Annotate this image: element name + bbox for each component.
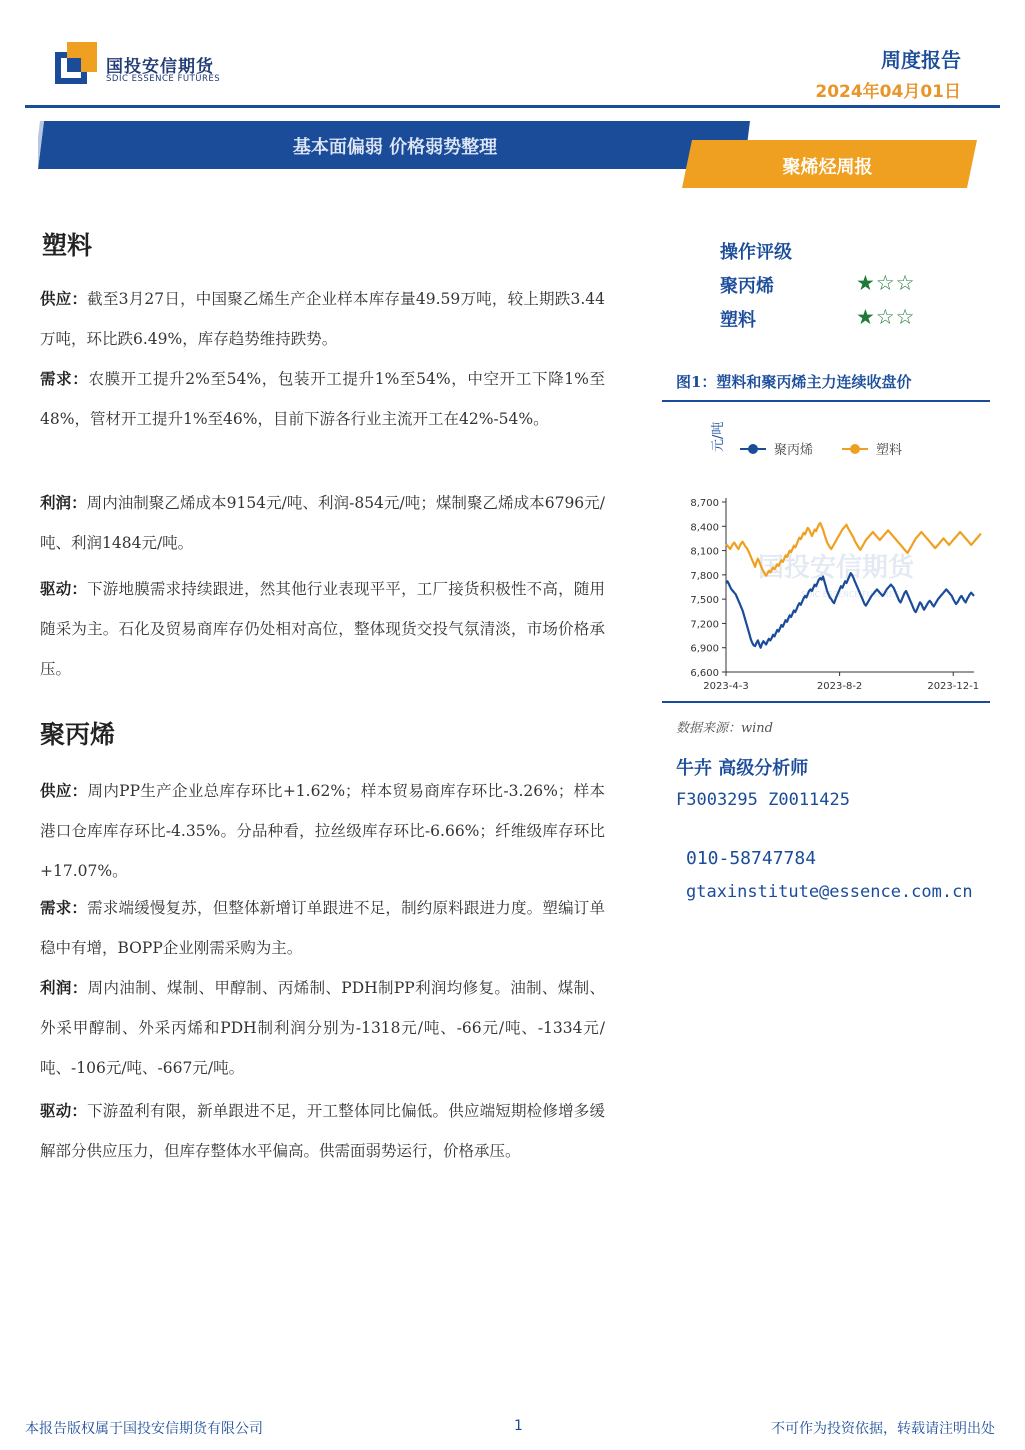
legend-label-0: 聚丙烯 (774, 443, 814, 458)
y-tick-label: 7,800 (690, 570, 719, 582)
chart-watermark-cn: 国投安信期货 (757, 553, 915, 583)
analyst-ids: F3003295 Z0011425 (676, 790, 850, 810)
figure-rule-bottom (662, 701, 990, 703)
chart-watermark-en: SDIC ESSENCE FUTURES (800, 590, 900, 599)
x-tick-label: 2023-12-1 (927, 681, 980, 692)
section-title-pp: 聚丙烯 (40, 720, 116, 749)
plastic-demand: 需求：农膜开工提升2%至54%，包装开工提升1%至54%，中空开工下降1%至48%，管材开工提升1%至46%，目前下游各行业主流开工在42%-54%。 (40, 369, 605, 428)
banner-subtitle: 聚烯烃周报 (782, 157, 873, 178)
plastic-driver: 驱动：下游地膜需求持续跟进，然其他行业表现平平，工厂接货积极性不高，随用随采为主。石化及贸易商库存仍处相对高位，整体现货交投气氛清淡，市场价格承压。 (40, 579, 605, 678)
section-title-plastic: 塑料 (42, 231, 93, 260)
y-tick-label: 8,400 (690, 522, 719, 534)
y-tick-label: 6,900 (690, 643, 719, 655)
report-date: 2024年04月01日 (815, 82, 961, 102)
logo-text-en: SDIC ESSENCE FUTURES (106, 74, 221, 84)
y-tick-label: 6,600 (690, 668, 719, 679)
data-source: 数据来源：wind (676, 721, 773, 736)
header-divider (25, 105, 1000, 108)
rating-label-pp: 聚丙烯 (720, 276, 774, 297)
rating-heading: 操作评级 (720, 242, 792, 263)
series-line-0 (726, 573, 974, 648)
analyst-name: 牛卉 高级分析师 (676, 758, 809, 779)
pp-demand: 需求：需求端缓慢复苏，但整体新增订单跟进不足，制约原料跟进力度。塑编订单稳中有增，BOPP企业刚需采购为主。 (40, 898, 605, 957)
logo-icon (55, 42, 97, 84)
figure-rule-top (662, 400, 990, 402)
y-axis-unit: 元/吨 (711, 421, 726, 452)
y-tick-label: 7,200 (690, 619, 719, 631)
y-tick-label: 7,500 (690, 595, 719, 607)
x-tick-label: 2023-8-2 (816, 681, 863, 692)
rating-label-plastic: 塑料 (720, 310, 756, 331)
figure-caption: 图1：塑料和聚丙烯主力连续收盘价 (676, 373, 912, 391)
report-type: 周度报告 (881, 48, 961, 72)
logo-text-cn: 国投安信期货 (106, 57, 214, 77)
price-chart (662, 404, 990, 700)
x-tick-label: 2023-4-3 (703, 681, 749, 692)
page-number: 1 (514, 1418, 523, 1434)
rating-stars-pp: ★☆☆ (856, 271, 916, 295)
pp-profit: 利润：周内油制、煤制、甲醇制、丙烯制、PDH制PP利润均修复。油制、煤制、外采甲醇制、外采丙烯和PDH制利润分别为-1318元/吨、-66元/吨、-1334元/吨、-106元/吨、-667元/吨。 (40, 978, 605, 1077)
y-tick-label: 8,100 (690, 546, 719, 558)
plastic-profit: 利润：周内油制聚乙烯成本9154元/吨、利润-854元/吨；煤制聚乙烯成本6796元/吨、利润1484元/吨。 (40, 493, 605, 552)
footer-copyright: 本报告版权属于国投安信期货有限公司 (25, 1421, 263, 1437)
banner-title: 基本面偏弱 价格弱势整理 (292, 137, 498, 158)
pp-supply: 供应：周内PP生产企业总库存环比+1.62%；样本贸易商库存环比-3.26%；样本港口仓库库存环比-4.35%。分品种看，拉丝级库存环比-6.66%；纤维级库存环比+17.07%。 (40, 781, 605, 880)
rating-stars-plastic: ★☆☆ (856, 305, 916, 329)
legend-marker-1 (850, 444, 860, 454)
pp-driver: 驱动：下游盈利有限，新单跟进不足，开工整体同比偏低。供应端短期检修增多缓解部分供应压力，但库存整体水平偏高。供需面弱势运行，价格承压。 (40, 1101, 605, 1160)
y-tick-label: 8,700 (690, 498, 719, 509)
legend-marker-0 (748, 444, 758, 454)
analyst-phone: 010-58747784 (686, 848, 817, 869)
footer-disclaimer: 不可作为投资依据，转载请注明出处 (771, 1421, 995, 1437)
plastic-supply: 供应：截至3月27日，中国聚乙烯生产企业样本库存量49.59万吨，较上期跌3.44万吨，环比跌6.49%，库存趋势维持跌势。 (40, 289, 605, 348)
analyst-email[interactable]: gtaxinstitute@essence.com.cn (686, 882, 973, 902)
legend-label-1: 塑料 (876, 443, 903, 458)
